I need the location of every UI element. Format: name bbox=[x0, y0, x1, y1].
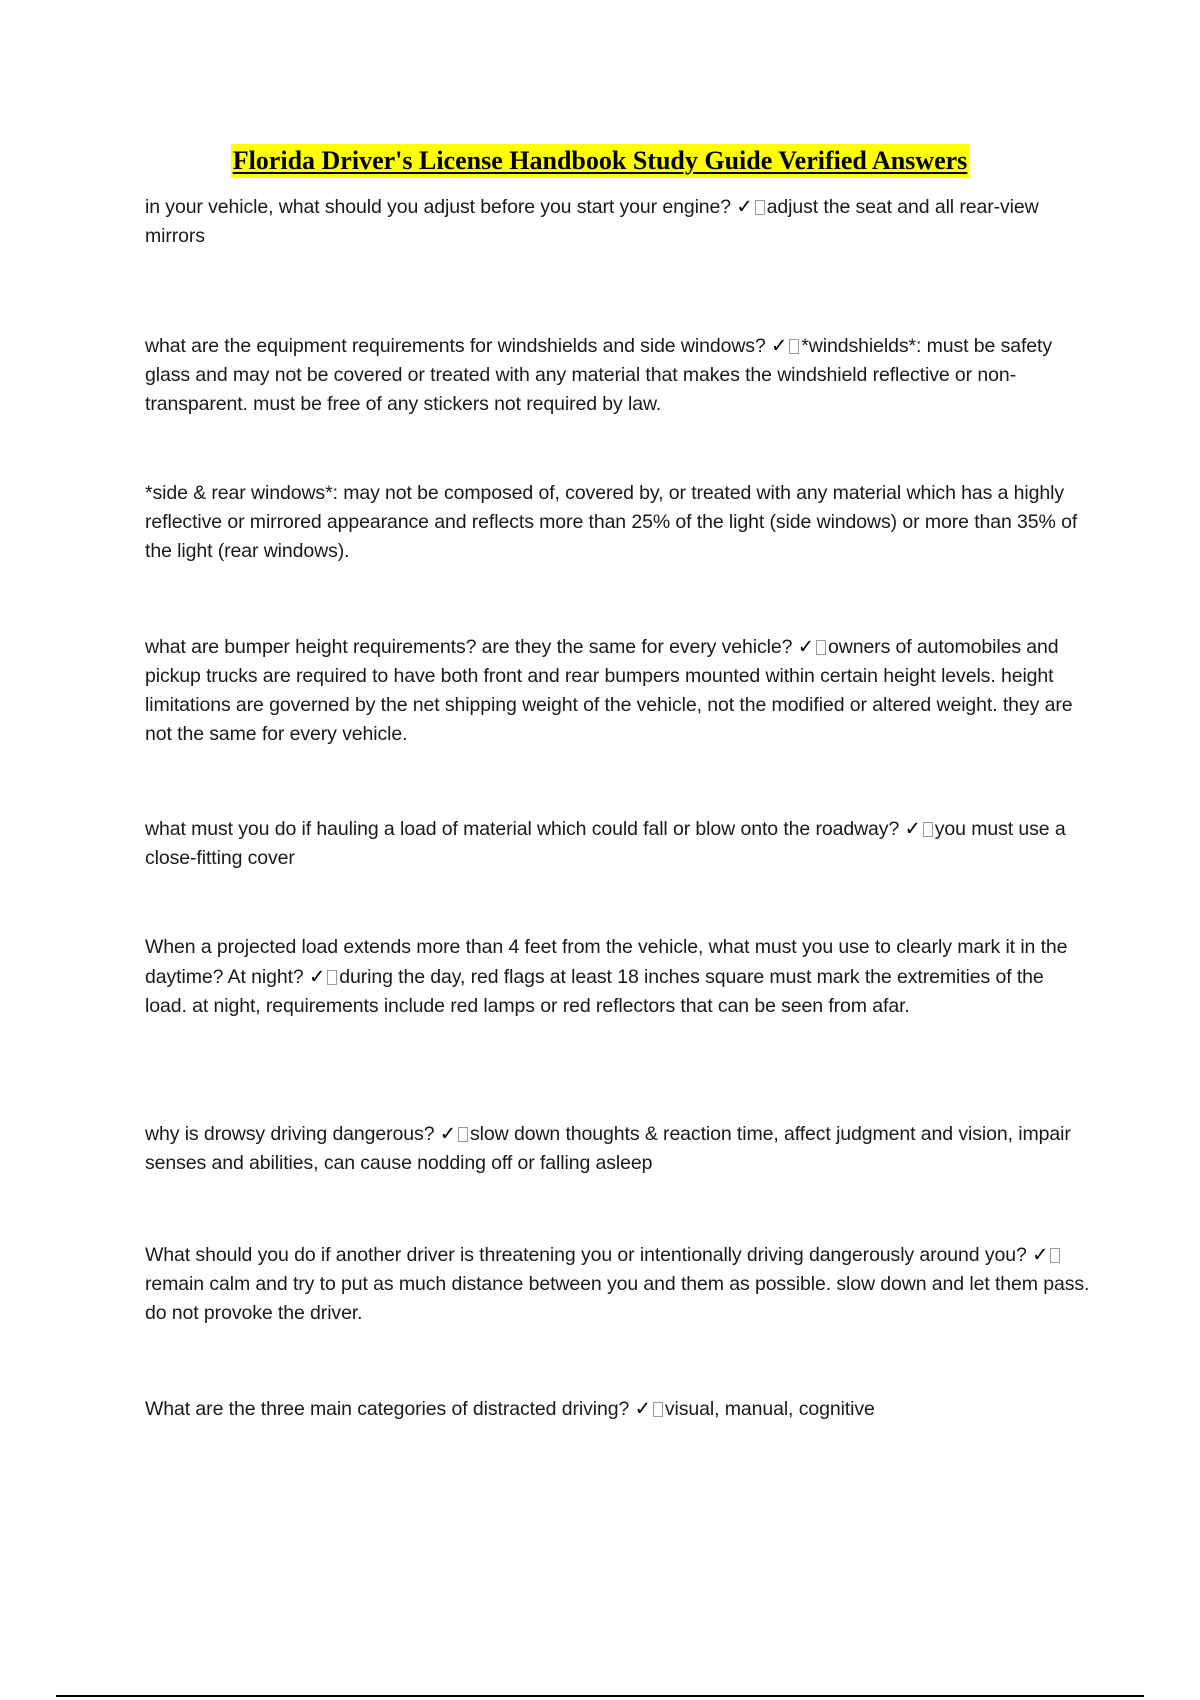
answer-text: slow down thoughts & reaction time, affect judgment and vision, impair senses and abilities, can cause nodding off or falling asleep bbox=[145, 1123, 1071, 1174]
question-text: in your vehicle, what should you adjust before you start your engine? bbox=[145, 196, 732, 218]
answer-text: remain calm and try to put as much distance between you and them as possible. slow down and let them pass. do not provoke the driver. bbox=[145, 1273, 1090, 1324]
qa-entry bbox=[145, 632, 1090, 749]
answer-text: *side & rear windows*: may not be composed of, covered by, or treated with any material which has a highly reflective or mirrored appearance and reflects more than 25% of the light (side windows) or more than 35% of the light (rear windows). bbox=[145, 482, 1078, 562]
check-icon: ✓ bbox=[634, 1397, 651, 1420]
question-text: what are bumper height requirements? are they the same for every vehicle? bbox=[145, 636, 793, 658]
check-icon: ✓ bbox=[771, 334, 788, 357]
qa-entry bbox=[145, 331, 1090, 419]
check-icon: ✓ bbox=[736, 195, 753, 218]
missing-glyph-icon bbox=[816, 640, 826, 655]
qa-entry bbox=[145, 933, 1090, 1021]
answer-text: *windshields*: must be safety glass and may not be covered or treated with any material that makes the windshield reflective or non-transparent. must be free of any stickers not required by law. bbox=[145, 335, 1053, 415]
answer-text: during the day, red flags at least 18 inches square must mark the extremities of the load. at night, requirements include red lamps or red reflectors that can be seen from afar. bbox=[145, 966, 1044, 1017]
check-icon: ✓ bbox=[1032, 1243, 1049, 1266]
missing-glyph-icon bbox=[1050, 1248, 1060, 1263]
check-icon: ✓ bbox=[904, 817, 921, 840]
missing-glyph-icon bbox=[755, 200, 765, 215]
check-icon: ✓ bbox=[797, 635, 814, 658]
missing-glyph-icon bbox=[789, 339, 799, 354]
check-icon: ✓ bbox=[439, 1122, 457, 1145]
page-title: Florida Driver's License Handbook Study Guide Verified Answers bbox=[231, 144, 970, 178]
qa-entry bbox=[145, 1240, 1090, 1328]
answer-text: owners of automobiles and pickup trucks are required to have both front and rear bumpers mounted within certain height levels. height limitations are governed by the net shipping weight of the vehicle, not the modified or altered weight. they are not the same for every vehicle. bbox=[145, 636, 1073, 745]
qa-entry bbox=[145, 814, 1090, 873]
check-icon: ✓ bbox=[308, 965, 326, 988]
question-text: what are the equipment requirements for windshields and side windows? bbox=[145, 335, 766, 357]
answer-text: you must use a close-fitting cover bbox=[145, 818, 1066, 869]
qa-entry bbox=[145, 192, 1090, 251]
question-text: What should you do if another driver is threatening you or intentionally driving dangerously around you? bbox=[145, 1244, 1027, 1266]
question-text: what must you do if hauling a load of material which could fall or blow onto the roadway? bbox=[145, 818, 900, 840]
question-text: What are the three main categories of distracted driving? bbox=[145, 1398, 630, 1420]
answer-text: visual, manual, cognitive bbox=[664, 1398, 875, 1420]
missing-glyph-icon bbox=[923, 822, 933, 837]
question-text: why is drowsy driving dangerous? bbox=[145, 1123, 435, 1145]
question-text: When a projected load extends more than 4 feet from the vehicle, what must you use to clearly mark it in the daytime? At night? bbox=[145, 936, 1068, 988]
answer-text: adjust the seat and all rear-view mirrors bbox=[145, 196, 1039, 247]
qa-entry bbox=[145, 1394, 1090, 1424]
qa-entry-continuation bbox=[145, 479, 1090, 566]
qa-entry bbox=[145, 1119, 1090, 1178]
missing-glyph-icon bbox=[458, 1127, 468, 1142]
missing-glyph-icon bbox=[653, 1402, 663, 1417]
footer-divider bbox=[56, 1695, 1144, 1697]
title-wrapper bbox=[0, 144, 1200, 178]
missing-glyph-icon bbox=[327, 970, 337, 985]
